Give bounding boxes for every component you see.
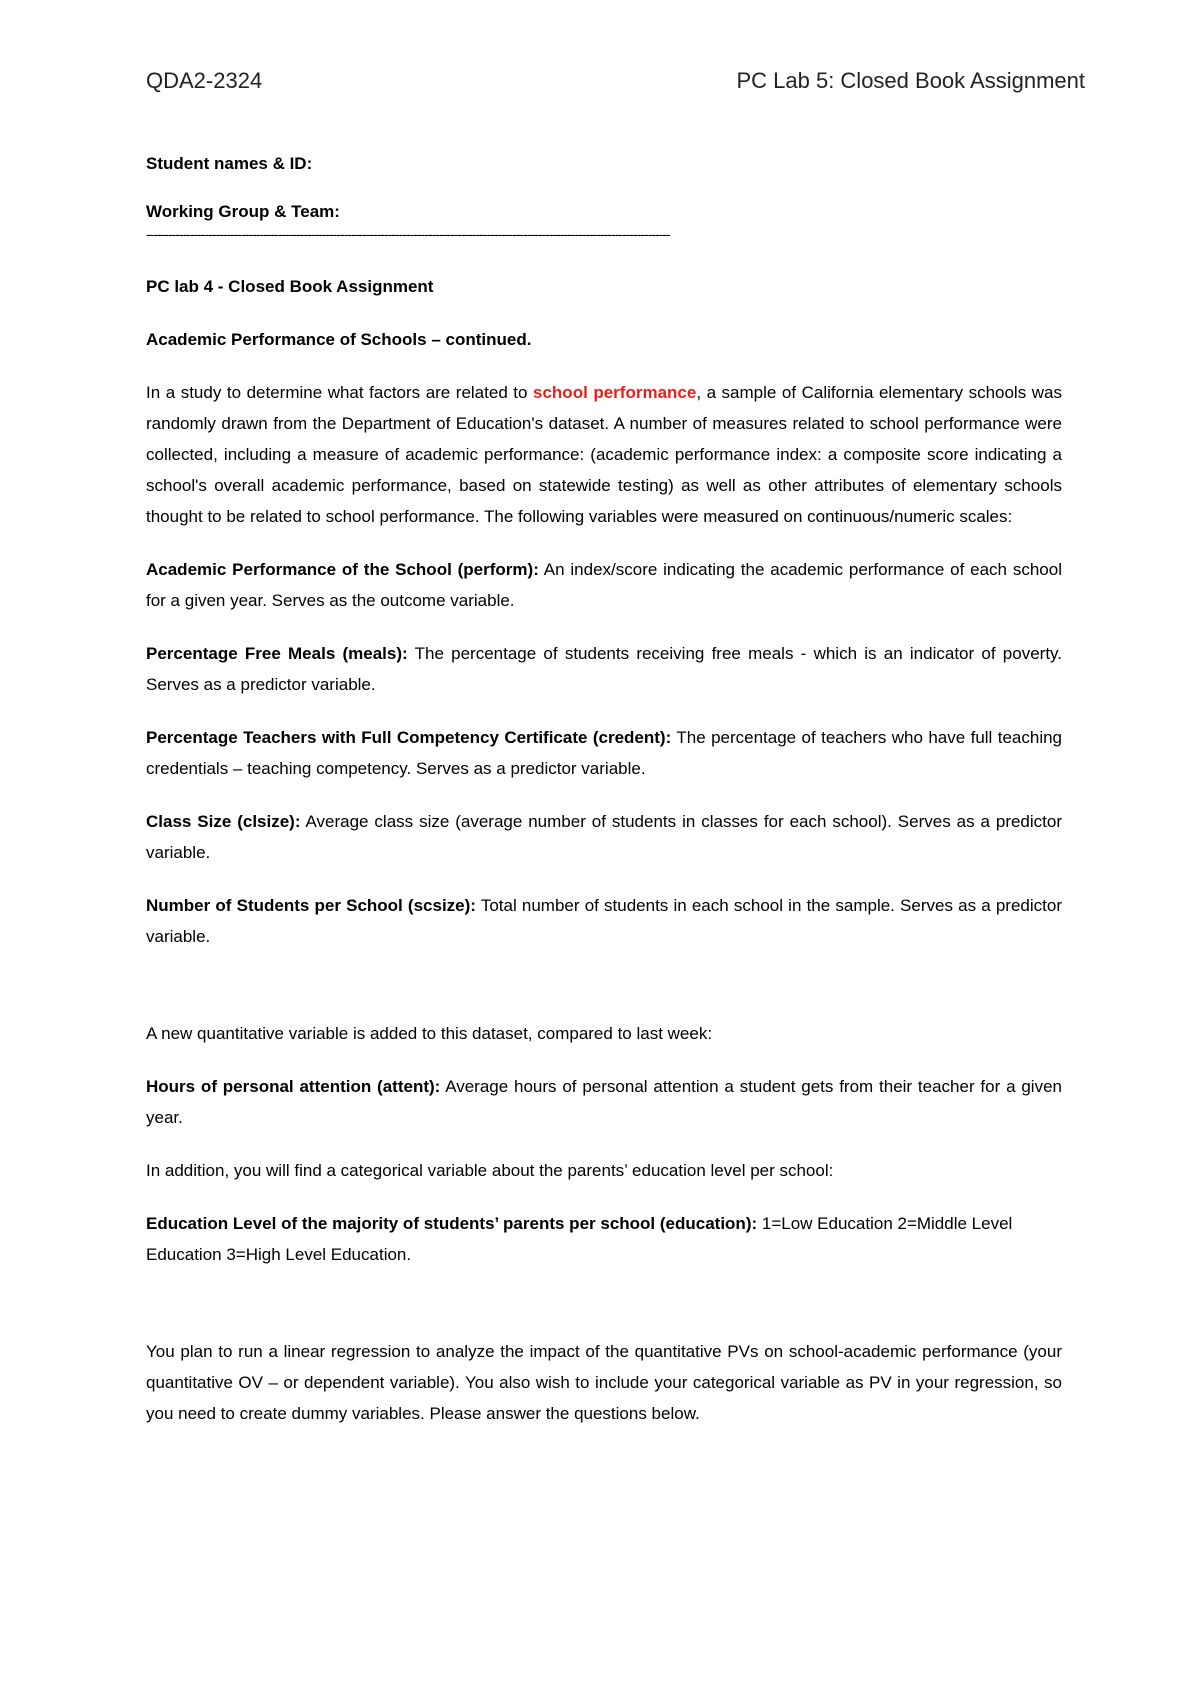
variable-desc: Average hours of personal attention a student gets from their teacher for a given year.: [146, 1077, 1062, 1127]
categorical-intro: In addition, you will find a categorical variable about the parents’ education level per school:: [146, 1161, 834, 1180]
assignment-title: PC lab 4 - Closed Book Assignment: [146, 277, 434, 296]
variable-name: Class Size (clsize):: [146, 812, 301, 831]
variable-desc: The percentage of teachers who have full teaching credentials – teaching competency. Serves as a predictor variable.: [146, 728, 1063, 778]
header-course-code: QDA2-2324: [146, 68, 263, 93]
variable-scsize: [146, 890, 1062, 952]
intro-text-before: In a study to determine what factors are related to: [146, 383, 534, 402]
student-names-label: Student names & ID:: [146, 154, 313, 173]
variable-desc: Average class size (average number of students in classes for each school). Serves as a predictor variable.: [146, 812, 1063, 862]
variable-desc: The percentage of students receiving free meals - which is an indicator of poverty. Serves as a predictor variable.: [146, 644, 1062, 694]
header-lab-title: PC Lab 5: Closed Book Assignment: [736, 68, 1085, 93]
assignment-subtitle: Academic Performance of Schools – continued.: [146, 330, 532, 349]
variable-name: Academic Performance of the School (perform):: [146, 560, 539, 579]
variable-credent: [146, 722, 1062, 784]
divider-line: -----------------------------------------------------------------------------------------------------------------------------------------------: [146, 227, 670, 242]
variable-meals: [146, 638, 1062, 700]
closing-paragraph: You plan to run a linear regression to analyze the impact of the quantitative PVs on school-academic performance (your quantitative OV – or dependent variable). You also wish to include your categorical variable as PV in your regression, so you need to create dummy variables. Please answer the questions below.: [146, 1342, 1062, 1423]
variable-clsize: [146, 806, 1062, 868]
variable-desc: 1=Low Education 2=Middle Level Education 3=High Level Education.: [146, 1214, 1013, 1264]
variable-name: Education Level of the majority of students’ parents per school (education):: [146, 1214, 758, 1233]
variable-name: Percentage Free Meals (meals):: [146, 644, 408, 663]
intro-text-after: , a sample of California elementary schools was randomly drawn from the Department of Education's dataset. A number of measures related to school performance were collected, including a measure of academic performance: (academic performance index: a composite score indicating a school's overall academic performance, based on statewide testing) as well as other attributes of elementary schools thought to be related to school performance. The following variables were measured on continuous/numeric scales:: [146, 383, 1062, 526]
intro-highlight: school performance: [533, 383, 697, 402]
variable-name: Percentage Teachers with Full Competency Certificate (credent):: [146, 728, 672, 747]
variable-perform: [146, 554, 1062, 616]
new-variable-intro: A new quantitative variable is added to this dataset, compared to last week:: [146, 1024, 713, 1043]
document-body: [146, 148, 1062, 1429]
variable-education: [146, 1208, 1062, 1270]
variable-name: Hours of personal attention (attent):: [146, 1077, 441, 1096]
variable-desc: An index/score indicating the academic performance of each school for a given year. Serves as the outcome variable.: [146, 560, 1062, 610]
working-group-label: Working Group & Team:: [146, 202, 340, 221]
variable-name: Number of Students per School (scsize):: [146, 896, 476, 915]
variable-desc: Total number of students in each school in the sample. Serves as a predictor variable.: [146, 896, 1062, 946]
variable-attent: [146, 1071, 1062, 1133]
intro-paragraph: [146, 377, 1062, 532]
